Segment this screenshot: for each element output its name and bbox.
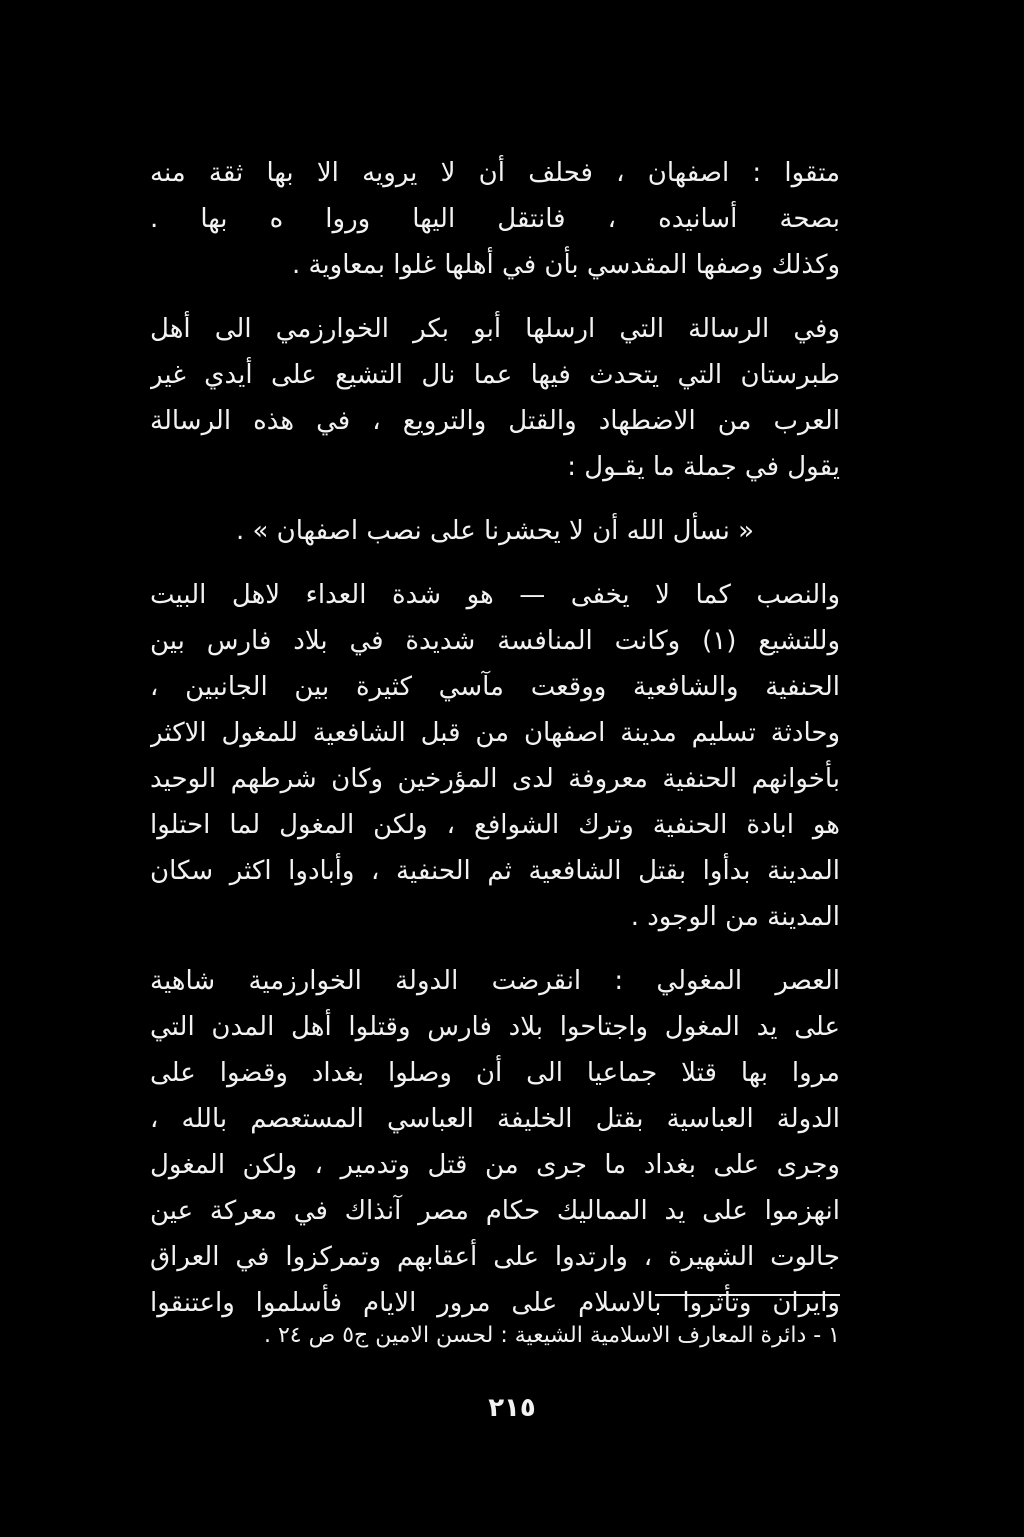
text-line: انهزموا على يد المماليك حكام مصر آنذاك في معركة عين: [150, 1196, 840, 1226]
text-line: وجرى على بغداد ما جرى من قتل وتدمير ، ولكن المغول: [150, 1150, 840, 1180]
page-number: ٢١٥: [488, 1393, 536, 1423]
text-line: وايران وتأثروا بالاسلام على مرور الايام فأسلموا واعتنقوا: [150, 1288, 840, 1318]
text-line: بأخوانهم الحنفية معروفة لدى المؤرخين وكان شرطهم الوحيد: [150, 764, 840, 794]
footnote: ١ - دائرة المعارف الاسلامية الشيعية : لحسن الامين ج٥ ص ٢٤ .: [263, 1323, 840, 1348]
text-line: وحادثة تسليم مدينة اصفهان من قبل الشافعية للمغول الاكثر: [150, 718, 840, 748]
text-line: والنصب كما لا يخفى — هو شدة العداء لاهل البيت: [150, 580, 840, 610]
text-line: طبرستان التي يتحدث فيها عما نال التشيع على أيدي غير: [150, 360, 840, 390]
text-line: جالوت الشهيرة ، وارتدوا على أعقابهم وتمركزوا في العراق: [150, 1242, 840, 1272]
text-line: الدولة العباسية بقتل الخليفة العباسي المستعصم بالله ،: [150, 1104, 840, 1134]
text-line: وفي الرسالة التي ارسلها أبو بكر الخوارزمي الى أهل: [150, 314, 840, 344]
text-line: مروا بها قتلا جماعيا الى أن وصلوا بغداد وقضوا على: [150, 1058, 840, 1088]
footnote-divider: [655, 1294, 840, 1296]
main-text: [150, 150, 840, 1326]
quote-line: « نسأل الله أن لا يحشرنا على نصب اصفهان » .: [235, 516, 755, 546]
text-line: بصحة أسانيده ، فانتقل اليها وروا ه بها .: [150, 204, 840, 234]
text-line: وكذلك وصفها المقدسي بأن في أهلها غلوا بمعاوية .: [291, 250, 840, 280]
text-line: المدينة بدأوا بقتل الشافعية ثم الحنفية ، وأبادوا اكثر سكان: [150, 856, 840, 886]
text-line: يقول في جملة ما يقـول :: [567, 452, 840, 482]
text-line: متقوا : اصفهان ، فحلف أن لا يرويه الا بها ثقة منه: [150, 158, 840, 188]
text-line: هو ابادة الحنفية وترك الشوافع ، ولكن المغول لما احتلوا: [150, 810, 840, 840]
text-line: العرب من الاضطهاد والقتل والترويع ، في هذه الرسالة: [150, 406, 840, 436]
text-line: المدينة من الوجود .: [630, 902, 840, 932]
text-line: على يد المغول واجتاحوا بلاد فارس وقتلوا أهل المدن التي: [150, 1012, 840, 1042]
section-heading-line: العصر المغولي : انقرضت الدولة الخوارزمية شاهية: [150, 966, 840, 996]
text-line: وللتشيع (١) وكانت المنافسة شديدة في بلاد فارس بين: [150, 626, 840, 656]
text-line: الحنفية والشافعية ووقعت مآسي كثيرة بين الجانبين ،: [150, 672, 840, 702]
